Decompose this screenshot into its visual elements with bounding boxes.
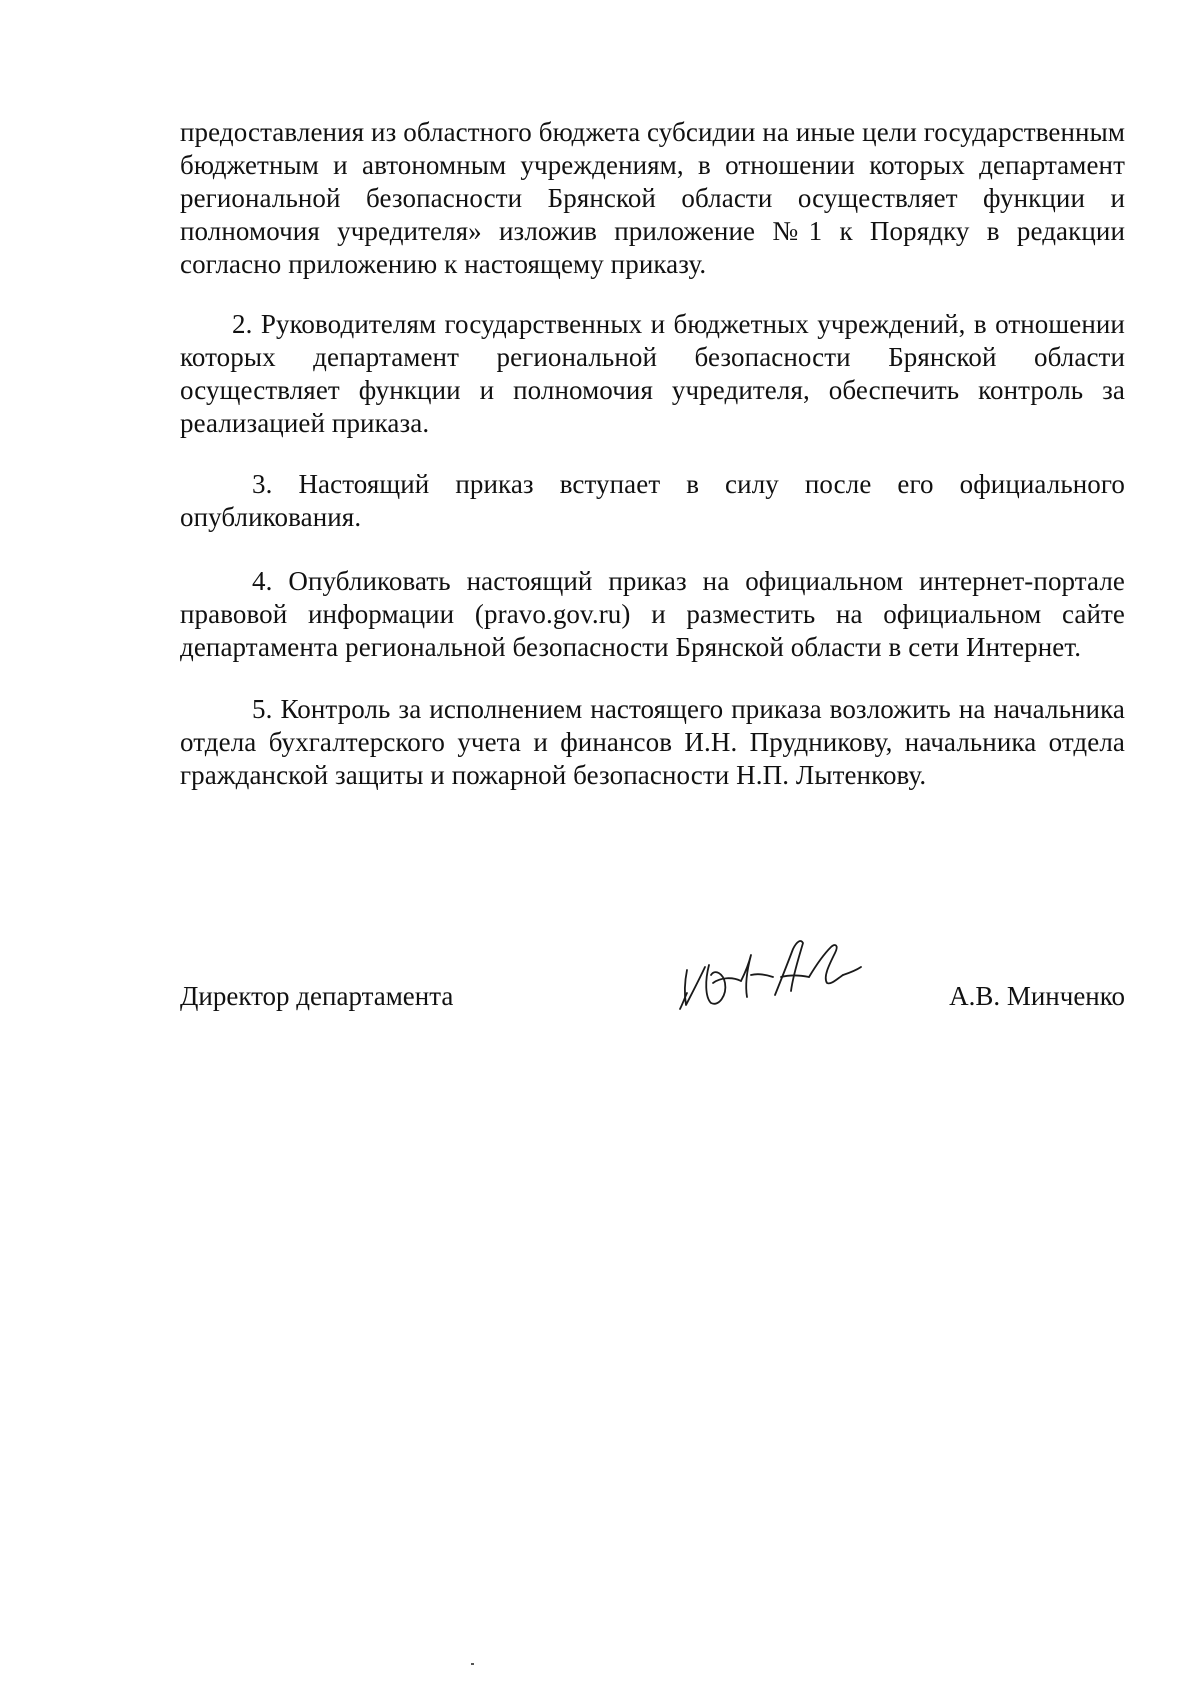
signer-position: Директор департамента (180, 981, 454, 1011)
paragraph-item-4: 4. Опубликовать настоящий приказ на официальном интернет-портале правовой информации (pravo.gov.ru) и разместить на официальном сайте департамента региональной безопасности Брянской области в сети Интернет. (180, 566, 1125, 662)
page-mark (471, 1663, 474, 1665)
signer-name: А.В. Минченко (949, 981, 1125, 1011)
handwritten-signature-icon (675, 925, 875, 1015)
paragraph-item-2: 2. Руководителям государственных и бюджетных учреждений, в отношении которых департамент региональной безопасности Брянской области осуществляет функции и полномочия учредителя, обеспечить контроль за реализацией приказа. (180, 309, 1125, 438)
paragraph-item-5: 5. Контроль за исполнением настоящего приказа возложить на начальника отдела бухгалтерского учета и финансов И.Н. Прудникову, начальника отдела гражданской защиты и пожарной безопасности Н.П. Лытенкову. (180, 694, 1125, 790)
signature-block (180, 980, 1125, 1040)
paragraph-item-3: 3. Настоящий приказ вступает в силу после его официального опубликования. (180, 469, 1125, 532)
paragraph-continuation: предоставления из областного бюджета субсидии на иные цели государственным бюджетным и автономным учреждениям, в отношении которых департамент региональной безопасности Брянской области осуществляет функции и полномочия учредителя» изложив приложение №1 к Порядку в редакции согласно приложению к настоящему приказу. (180, 117, 1125, 279)
